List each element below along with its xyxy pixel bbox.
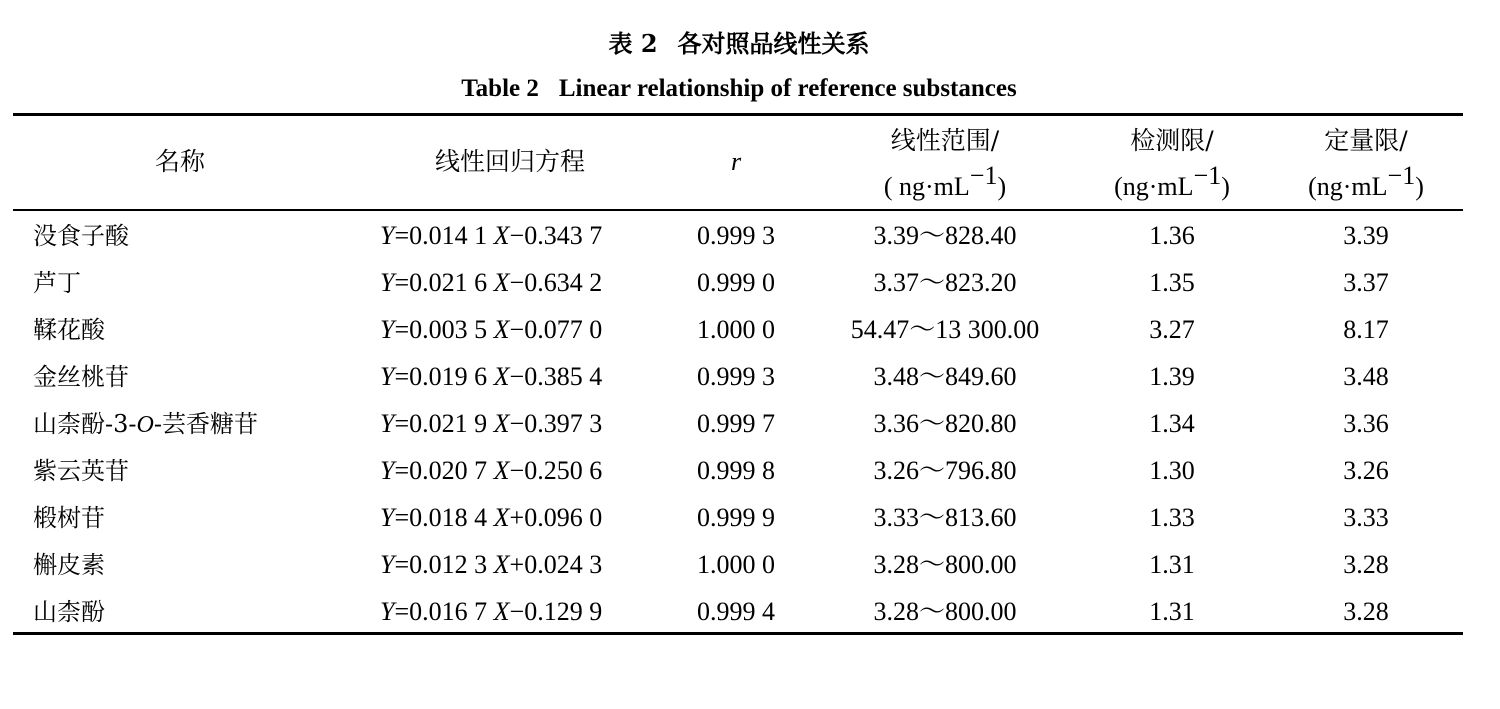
equation-variable: X	[493, 221, 510, 250]
equation-variable: Y	[380, 456, 395, 485]
cell-name: 金丝桃苷	[33, 363, 129, 391]
header-range-line2: ( $ng\cdot mL^{-1}$)	[883, 161, 1007, 201]
cell-name: 芦丁	[33, 269, 81, 297]
equation-variable: Y	[380, 597, 395, 626]
cell-name: 鞣花酸	[33, 316, 105, 344]
cell-loq: 3.26	[1343, 456, 1389, 485]
equation-variable: Y	[380, 221, 395, 250]
header-r: r	[730, 147, 742, 176]
cell-r: 0.999 4	[697, 597, 775, 626]
cell-loq: 3.33	[1343, 503, 1389, 532]
equation-variable: X	[493, 362, 510, 391]
table-row	[0, 496, 1500, 543]
table-row	[0, 543, 1500, 590]
equation-variable: Y	[380, 550, 395, 579]
cell-lod: 1.35	[1149, 268, 1195, 297]
table-row	[0, 590, 1500, 637]
cell-equation: Y=0.020 7 X−0.250 6	[380, 456, 603, 485]
cell-loq: 3.36	[1343, 409, 1389, 438]
caption-en-label: Table 2	[461, 75, 539, 102]
caption-en-title: Linear relationship of reference substances	[558, 75, 1017, 102]
cell-loq: 3.37	[1343, 268, 1389, 297]
cell-range: 3.28～800.00	[873, 550, 1017, 579]
cell-range: 3.39～828.40	[873, 221, 1017, 250]
cell-equation: Y=0.019 6 X−0.385 4	[380, 362, 603, 391]
header-name: 名称	[154, 147, 205, 176]
cell-equation: Y=0.021 6 X−0.634 2	[380, 268, 603, 297]
equation-variable: X	[493, 456, 510, 485]
cell-equation: Y=0.021 9 X−0.397 3	[380, 409, 603, 438]
cell-r: 1.000 0	[697, 550, 775, 579]
cell-loq: 3.28	[1343, 597, 1389, 626]
cell-range: 3.28～800.00	[873, 597, 1017, 626]
cell-name: 槲皮素	[33, 551, 105, 579]
table-row	[0, 308, 1500, 355]
table-row	[0, 402, 1500, 449]
cell-equation: Y=0.018 4 X+0.096 0	[380, 503, 603, 532]
equation-variable: Y	[380, 503, 395, 532]
cell-loq: 3.28	[1343, 550, 1389, 579]
cell-name: 没食子酸	[33, 222, 129, 250]
cell-lod: 1.33	[1149, 503, 1195, 532]
cell-range: 3.48～849.60	[873, 362, 1017, 391]
header-equation: 线性回归方程	[434, 147, 585, 176]
cell-equation: Y=0.012 3 X+0.024 3	[380, 550, 603, 579]
cell-lod: 1.30	[1149, 456, 1195, 485]
cell-r: 0.999 0	[697, 268, 775, 297]
cell-range: 3.36～820.80	[873, 409, 1017, 438]
table-row	[0, 449, 1500, 496]
equation-variable: Y	[380, 409, 395, 438]
cell-r: 0.999 9	[697, 503, 775, 532]
equation-variable: Y	[380, 268, 395, 297]
header-lod-line2: $(ng\cdot mL^{-1})$	[1114, 161, 1230, 201]
equation-variable: X	[493, 503, 510, 532]
cell-range: 3.33～813.60	[873, 503, 1017, 532]
table-row	[0, 355, 1500, 402]
equation-variable: X	[493, 597, 510, 626]
cell-lod: 1.39	[1149, 362, 1195, 391]
equation-variable: Y	[380, 315, 395, 344]
equation-variable: X	[493, 409, 510, 438]
position-label: O	[136, 412, 154, 438]
cell-r: 0.999 3	[697, 362, 775, 391]
cell-lod: 1.36	[1149, 221, 1195, 250]
equation-variable: Y	[380, 362, 395, 391]
top-rule	[13, 113, 1463, 116]
table-caption-cn	[0, 26, 1478, 62]
header-loq-line2: $(ng\cdot mL^{-1})$	[1308, 161, 1424, 201]
caption-cn-label: 表 2	[608, 29, 658, 58]
cell-r: 1.000 0	[697, 315, 775, 344]
cell-lod: 1.31	[1149, 550, 1195, 579]
cell-loq: 3.48	[1343, 362, 1389, 391]
equation-variable: X	[493, 550, 510, 579]
cell-equation: Y=0.014 1 X−0.343 7	[380, 221, 603, 250]
table-caption-en	[0, 72, 1478, 106]
table-row	[0, 261, 1500, 308]
equation-variable: X	[493, 268, 510, 297]
cell-equation: Y=0.016 7 X−0.129 9	[380, 597, 603, 626]
header-range-line1: 线性范围/	[890, 126, 1000, 155]
header-lod-line1: 检测限/	[1130, 126, 1214, 155]
cell-name: 紫云英苷	[33, 457, 129, 485]
cell-equation: Y=0.003 5 X−0.077 0	[380, 315, 603, 344]
cell-r: 0.999 8	[697, 456, 775, 485]
cell-loq: 8.17	[1343, 315, 1389, 344]
cell-range: 3.26～796.80	[873, 456, 1017, 485]
cell-lod: 3.27	[1149, 315, 1195, 344]
header-loq-line1: 定量限/	[1324, 126, 1408, 155]
caption-cn-title: 各对照品线性关系	[677, 29, 870, 58]
cell-name: 山柰酚	[33, 598, 105, 626]
header-rule	[13, 209, 1463, 211]
cell-lod: 1.31	[1149, 597, 1195, 626]
cell-lod: 1.34	[1149, 409, 1195, 438]
cell-loq: 3.39	[1343, 221, 1389, 250]
cell-r: 0.999 3	[697, 221, 775, 250]
cell-r: 0.999 7	[697, 409, 775, 438]
equation-variable: X	[493, 315, 510, 344]
table-row	[0, 214, 1500, 261]
cell-name: 山柰酚-3-O-芸香糖苷	[33, 410, 258, 438]
cell-range: 54.47～13 300.00	[850, 315, 1040, 344]
cell-range: 3.37～823.20	[873, 268, 1017, 297]
cell-name: 椴树苷	[33, 504, 105, 532]
